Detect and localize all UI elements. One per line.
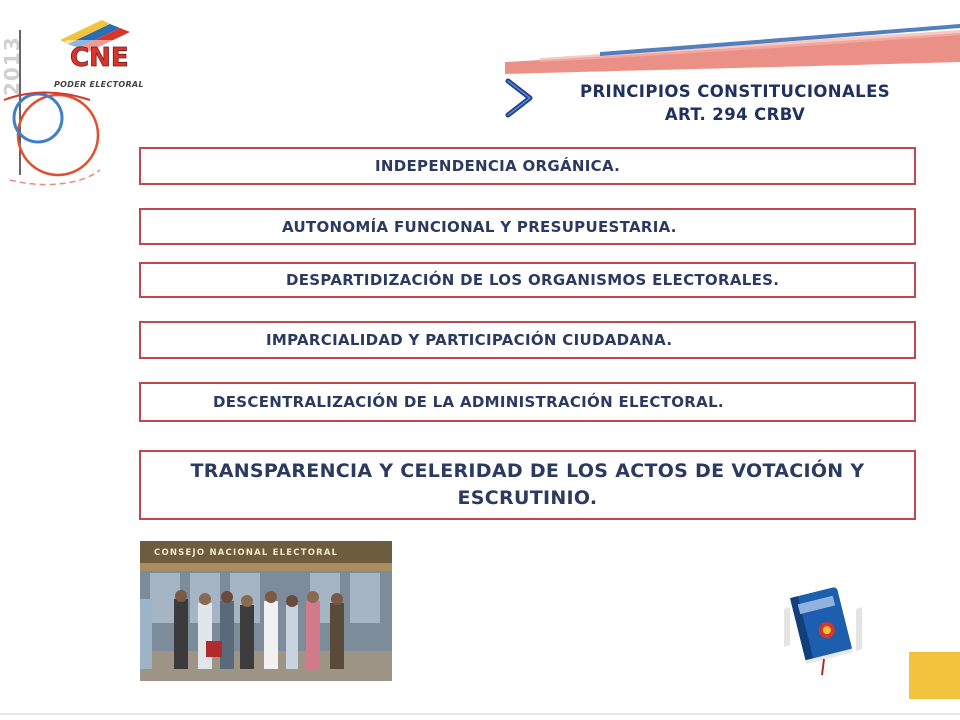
- principle-box-6: [139, 450, 916, 520]
- principle-box-4: [139, 321, 916, 359]
- principle-box-1: [139, 147, 916, 185]
- logo-year: 2013: [0, 36, 24, 96]
- cne-building-photo: [140, 541, 392, 681]
- logo-subtitle: PODER ELECTORAL: [54, 80, 144, 89]
- footer-divider: [0, 713, 960, 715]
- title-line-2: ART. 294 CRBV: [664, 105, 806, 124]
- corner-accent: [909, 652, 960, 699]
- principle-text: DESPARTIDIZACIÓN DE LOS ORGANISMOS ELECTORALES.: [286, 271, 780, 289]
- cne-logo: [50, 18, 160, 80]
- principle-box-2: [139, 208, 916, 245]
- principle-text: INDEPENDENCIA ORGÁNICA.: [375, 157, 621, 175]
- principle-box-3: [139, 262, 916, 298]
- principle-text: TRANSPARENCIA Y CELERIDAD DE LOS ACTOS DE VOTACIÓN Y ESCRUTINIO.: [190, 460, 865, 509]
- principle-text: AUTONOMÍA FUNCIONAL Y PRESUPUESTARIA.: [282, 217, 677, 236]
- principle-text: IMPARCIALIDAD Y PARTICIPACIÓN CIUDADANA.: [266, 331, 673, 349]
- principle-box-5: [139, 382, 916, 422]
- cne-logo-text: CNE: [70, 43, 129, 73]
- principle-text: DESCENTRALIZACIÓN DE LA ADMINISTRACIÓN ELECTORAL.: [213, 393, 724, 411]
- title-line-1: PRINCIPIOS CONSTITUCIONALES: [579, 82, 891, 101]
- constitution-book-icon: [782, 577, 864, 677]
- photo-sign-text: CONSEJO NACIONAL ELECTORAL: [154, 548, 339, 558]
- page-title: [520, 80, 950, 126]
